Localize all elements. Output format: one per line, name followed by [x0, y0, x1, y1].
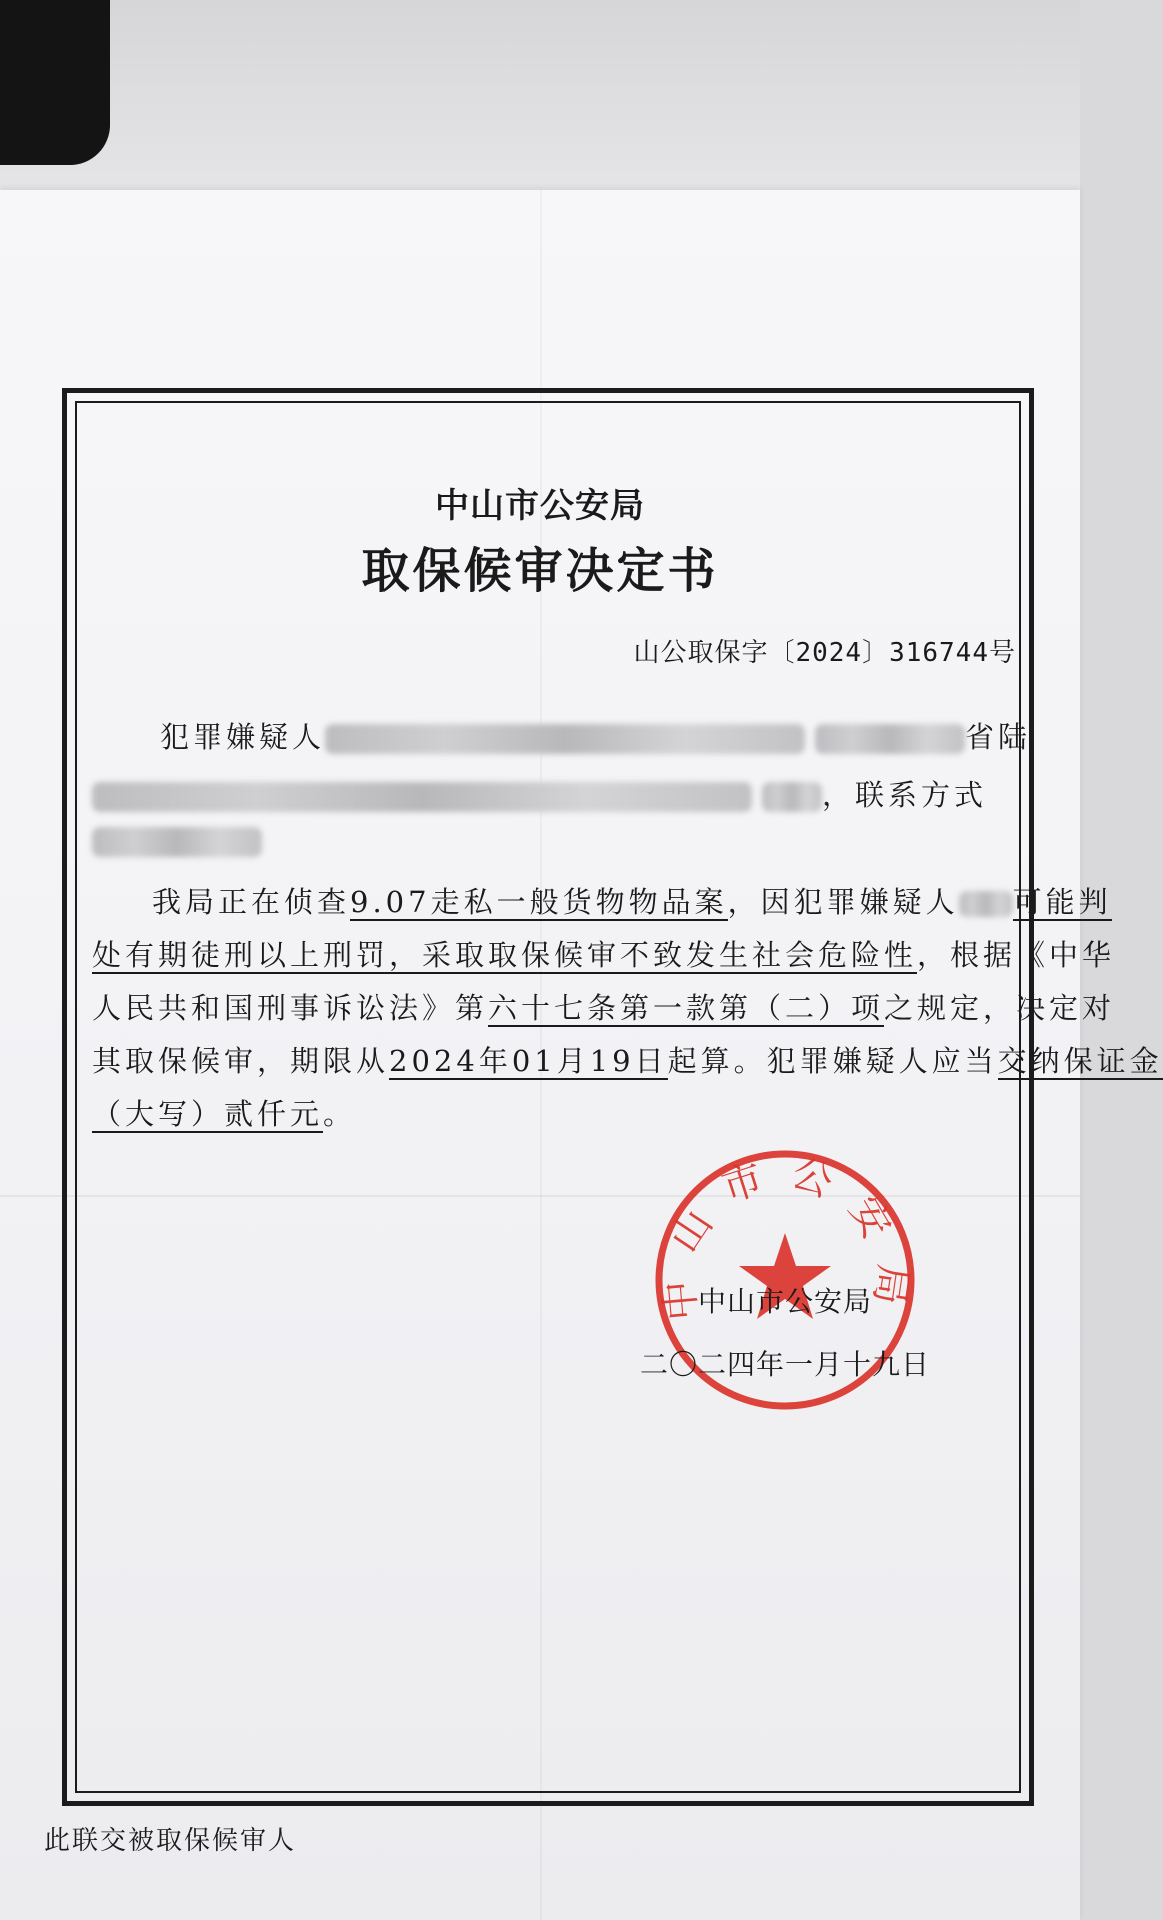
redacted-block — [762, 782, 822, 812]
body-text: 。 — [323, 1097, 357, 1131]
issuer-heading: 中山市公安局 — [435, 486, 645, 526]
body-line-3 — [92, 986, 1116, 1027]
redacted-block — [325, 724, 805, 754]
suspect-line-1 — [92, 715, 1032, 756]
body-line-4 — [92, 1039, 1163, 1080]
body-text: 其取保候审，期限从 — [92, 1044, 390, 1078]
signature-organization: 中山市公安局 — [698, 1285, 873, 1318]
suspect-label: 犯罪嫌疑人 — [160, 720, 326, 754]
copy-note: 此联交被取保候审人 — [44, 1826, 297, 1856]
legal-article: 六十七条第一款第（二）项 — [488, 991, 885, 1025]
redacted-block — [92, 827, 262, 857]
body-text: 我局正在侦查 — [152, 885, 351, 919]
body-line-2 — [92, 933, 1116, 974]
start-date: 2024年01月19日 — [389, 1044, 668, 1078]
body-text: 可能判 — [1012, 885, 1112, 919]
signature-date: 二〇二四年一月十九日 — [640, 1348, 931, 1381]
redacted-block — [959, 891, 1013, 917]
contact-label: ，联系方式 — [822, 778, 988, 812]
body-text: ，因犯罪嫌疑人 — [727, 885, 959, 919]
suspect-line-tail: 省陆 — [965, 720, 1032, 754]
body-text: 之规定，决定对 — [884, 991, 1116, 1025]
case-name: 9.07走私一般货物物品案 — [350, 885, 728, 919]
seal-text: 中山市公安局 — [654, 1148, 917, 1330]
suspect-line-2 — [92, 773, 1012, 814]
redacted-block — [815, 724, 965, 754]
body-line-1 — [92, 880, 1112, 921]
document-number: 山公取保字〔2024〕316744号 — [633, 638, 1016, 668]
body-text: 人民共和国刑事诉讼法》第 — [92, 991, 489, 1025]
body-text: 交纳保证金 — [997, 1044, 1163, 1078]
document-title: 取保候审决定书 — [361, 543, 719, 599]
dark-object — [0, 0, 110, 165]
reason-text: 处有期徒刑以上刑罚，采取取保候审不致发生社会危险性 — [92, 938, 918, 972]
body-line-5 — [92, 1092, 1012, 1133]
redacted-block — [92, 782, 752, 812]
suspect-line-3 — [92, 823, 1012, 857]
body-text: ，根据《中华 — [917, 938, 1116, 972]
body-text: 起算。犯罪嫌疑人应当 — [667, 1044, 998, 1078]
bail-amount: （大写）贰仟元 — [92, 1097, 324, 1131]
